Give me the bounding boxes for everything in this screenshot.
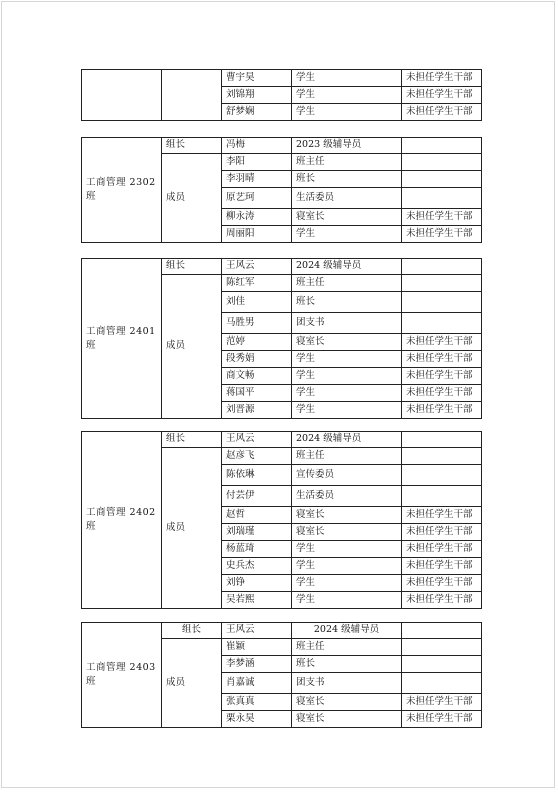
member-role: 学生: [292, 351, 402, 368]
member-name: 栗永昊: [222, 711, 292, 728]
member-name: 崔颖: [222, 639, 292, 656]
member-name: 马胜男: [222, 313, 292, 334]
member-name: 史兵杰: [222, 558, 292, 575]
member-name: 张真真: [222, 694, 292, 711]
member-name: 李阳: [222, 154, 292, 171]
member-status: [402, 639, 482, 656]
leader-label-cell: 组长: [162, 138, 222, 154]
member-role: 学生: [292, 558, 402, 575]
leader-label-cell: 组长: [162, 432, 222, 448]
member-name: 商文畅: [222, 368, 292, 385]
member-role: 生活委员: [292, 486, 402, 507]
member-name: 肖嘉诚: [222, 673, 292, 694]
member-status: 未担任学生干部: [402, 87, 482, 104]
member-role: 生活委员: [292, 188, 402, 209]
member-role: 学生: [292, 385, 402, 402]
member-status: 未担任学生干部: [402, 575, 482, 592]
table-row: [82, 259, 482, 275]
member-status: 未担任学生干部: [402, 507, 482, 524]
table-row: [82, 70, 482, 87]
member-status: [402, 465, 482, 486]
member-label-cell: 成员: [162, 275, 222, 419]
member-status: 未担任学生干部: [402, 70, 482, 87]
leader-role: 2024 级辅导员: [292, 432, 402, 448]
member-name: 陈红军: [222, 275, 292, 292]
member-name: 刘瑞瑾: [222, 524, 292, 541]
table-row: [82, 432, 482, 448]
member-name: 舒梦娴: [222, 104, 292, 121]
member-role: 学生: [292, 402, 402, 419]
member-status: 未担任学生干部: [402, 334, 482, 351]
member-role: 班主任: [292, 275, 402, 292]
member-status: [402, 313, 482, 334]
member-role: 团支书: [292, 313, 402, 334]
member-status: 未担任学生干部: [402, 104, 482, 121]
member-role: 班主任: [292, 639, 402, 656]
member-role: 寝室长: [292, 524, 402, 541]
leader-role: 2023 级辅导员: [292, 138, 402, 154]
member-label-cell: 成员: [162, 639, 222, 728]
member-name: 付芸伊: [222, 486, 292, 507]
member-status: 未担任学生干部: [402, 592, 482, 609]
member-status: 未担任学生干部: [402, 351, 482, 368]
member-role: 学生: [292, 541, 402, 558]
leader-name: 王风云: [222, 259, 292, 275]
member-status: 未担任学生干部: [402, 226, 482, 243]
member-role: 学生: [292, 226, 402, 243]
member-role: 学生: [292, 575, 402, 592]
table-row: [82, 138, 482, 154]
member-status: 未担任学生干部: [402, 209, 482, 226]
member-status: [402, 275, 482, 292]
document-page: [1, 1, 555, 788]
member-name: 吴若熙: [222, 592, 292, 609]
member-role: 学生: [292, 104, 402, 121]
member-status: [402, 154, 482, 171]
member-label-cell: 成员: [162, 154, 222, 243]
leader-label-cell: 组长: [162, 259, 222, 275]
leader-role: 2024 级辅导员: [292, 623, 402, 639]
member-role: 班主任: [292, 154, 402, 171]
member-status: 未担任学生干部: [402, 711, 482, 728]
member-name: 刘铮: [222, 575, 292, 592]
member-name: 周丽阳: [222, 226, 292, 243]
leader-name: 王风云: [222, 432, 292, 448]
member-status: 未担任学生干部: [402, 385, 482, 402]
leader-status: [402, 623, 482, 639]
member-role: 班长: [292, 171, 402, 188]
member-role: 寝室长: [292, 711, 402, 728]
member-name: 刘锦翔: [222, 87, 292, 104]
leader-label-cell: 组长: [162, 623, 222, 639]
member-status: [402, 448, 482, 465]
member-name: 赵彦飞: [222, 448, 292, 465]
group-table: [81, 69, 482, 121]
member-status: 未担任学生干部: [402, 402, 482, 419]
group-table: [81, 137, 482, 243]
member-status: 未担任学生干部: [402, 541, 482, 558]
member-role: 宣传委员: [292, 465, 402, 486]
member-status: [402, 292, 482, 313]
member-name: 曹宇昊: [222, 70, 292, 87]
class-name-cell: 工商管理 2402 班: [82, 432, 162, 609]
member-role: 团支书: [292, 673, 402, 694]
leader-status: [402, 259, 482, 275]
member-name: 段秀娟: [222, 351, 292, 368]
member-role: 班长: [292, 292, 402, 313]
member-name: 赵哲: [222, 507, 292, 524]
member-role: 寝室长: [292, 694, 402, 711]
class-name-cell: 工商管理 2302 班: [82, 138, 162, 243]
table-row: [82, 623, 482, 639]
member-status: [402, 171, 482, 188]
member-name: 蒋国平: [222, 385, 292, 402]
member-role: 学生: [292, 592, 402, 609]
leader-status: [402, 432, 482, 448]
member-status: [402, 656, 482, 673]
member-role: 寝室长: [292, 209, 402, 226]
leader-name: 冯梅: [222, 138, 292, 154]
member-status: [402, 188, 482, 209]
member-label-cell: [162, 70, 222, 121]
member-name: 原艺珂: [222, 188, 292, 209]
member-name: 李羽晴: [222, 171, 292, 188]
member-role: 寝室长: [292, 507, 402, 524]
member-name: 刘晋源: [222, 402, 292, 419]
member-label-cell: 成员: [162, 448, 222, 609]
group-table: [81, 431, 482, 609]
member-name: 柳永涛: [222, 209, 292, 226]
member-status: [402, 486, 482, 507]
member-status: 未担任学生干部: [402, 368, 482, 385]
member-status: 未担任学生干部: [402, 558, 482, 575]
member-name: 陈依琳: [222, 465, 292, 486]
group-table: [81, 622, 482, 728]
class-name-cell: 工商管理 2403 班: [82, 623, 162, 728]
class-name-cell: 工商管理 2401 班: [82, 259, 162, 419]
member-name: 李梦涵: [222, 656, 292, 673]
member-role: 学生: [292, 70, 402, 87]
member-name: 刘佳: [222, 292, 292, 313]
member-status: 未担任学生干部: [402, 524, 482, 541]
member-role: 班主任: [292, 448, 402, 465]
leader-role: 2024 级辅导员: [292, 259, 402, 275]
leader-name: 王风云: [222, 623, 292, 639]
member-name: 杨蓝琦: [222, 541, 292, 558]
member-name: 范婷: [222, 334, 292, 351]
class-name-cell: [82, 70, 162, 121]
member-status: [402, 673, 482, 694]
leader-status: [402, 138, 482, 154]
member-role: 学生: [292, 368, 402, 385]
member-role: 班长: [292, 656, 402, 673]
member-status: 未担任学生干部: [402, 694, 482, 711]
member-role: 学生: [292, 87, 402, 104]
group-table: [81, 258, 482, 419]
member-role: 寝室长: [292, 334, 402, 351]
